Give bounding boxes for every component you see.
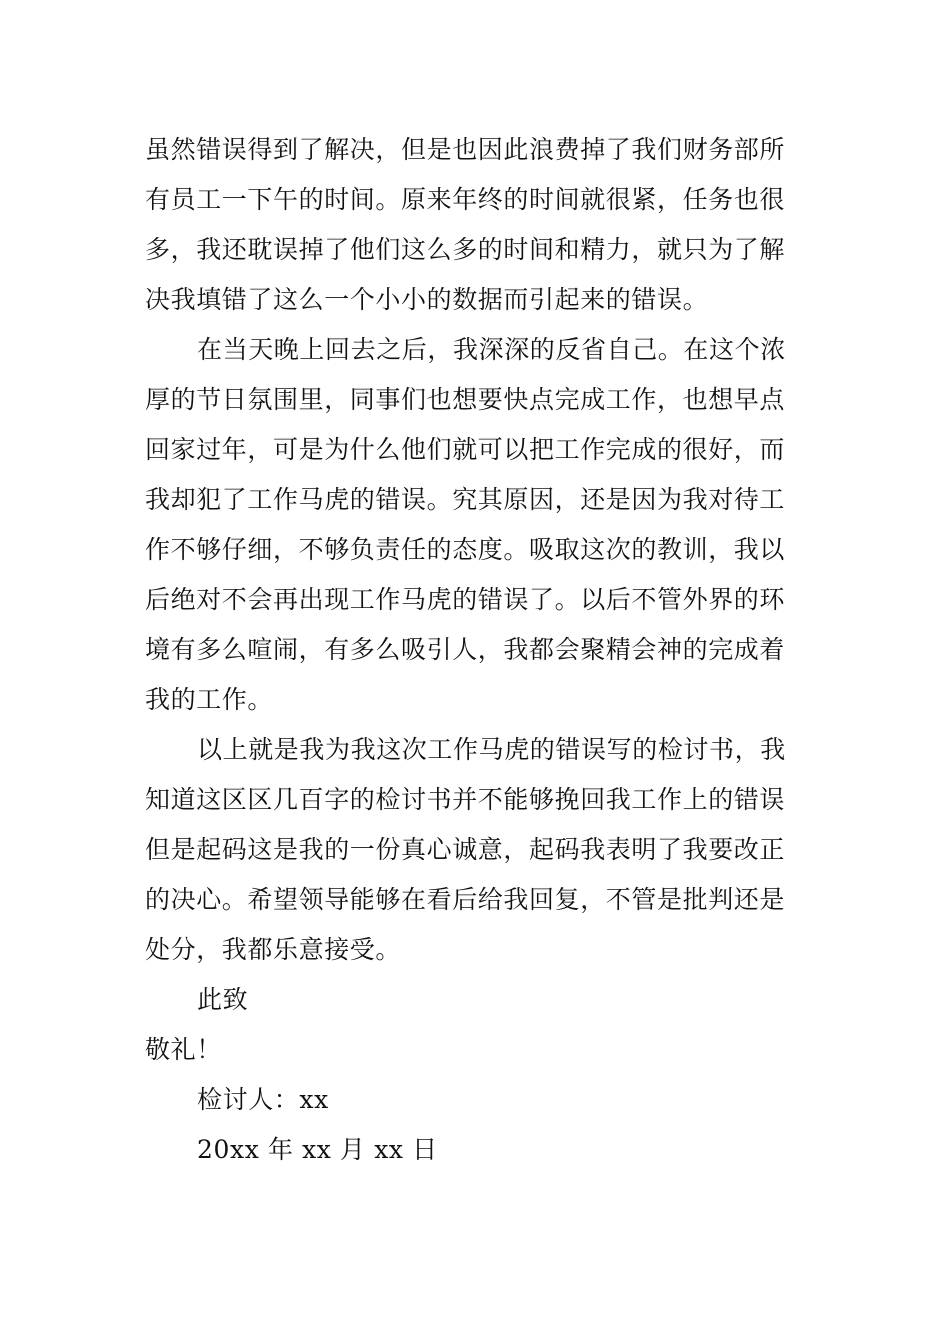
paragraph-line: 境有多么喧闹，有多么吸引人，我都会聚精会神的完成着 (145, 635, 786, 664)
paragraph-line: 我却犯了工作马虎的错误。究其原因，还是因为我对待工 (145, 485, 786, 514)
paragraph-line: 后绝对不会再出现工作马虎的错误了。以后不管外界的环 (145, 585, 786, 614)
closing-text: 此致 (197, 985, 249, 1014)
paragraph-line: 作不够仔细，不够负责任的态度。吸取这次的教训，我以 (145, 535, 786, 564)
paragraph-line: 的决心。希望领导能够在看后给我回复，不管是批判还是 (145, 885, 786, 914)
paragraph-line: 以上就是我为我这次工作马虎的错误写的检讨书，我 (197, 735, 786, 764)
paragraph-line: 处分，我都乐意接受。 (145, 935, 402, 964)
paragraph-line: 厚的节日氛围里，同事们也想要快点完成工作，也想早点 (145, 385, 786, 414)
paragraph-line: 知道这区区几百字的检讨书并不能够挽回我工作上的错误 (145, 785, 786, 814)
paragraph-line: 虽然错误得到了解决，但是也因此浪费掉了我们财务部所 (145, 135, 786, 164)
paragraph-line: 回家过年，可是为什么他们就可以把工作完成的很好，而 (145, 435, 786, 464)
paragraph-line: 多，我还耽误掉了他们这么多的时间和精力，就只为了解 (145, 235, 786, 264)
salute-text: 敬礼！ (145, 1035, 222, 1064)
paragraph-line: 有员工一下午的时间。原来年终的时间就很紧，任务也很 (145, 185, 786, 214)
signature-line: 检讨人：xx (197, 1085, 329, 1114)
paragraph-line: 在当天晚上回去之后，我深深的反省自己。在这个浓 (197, 335, 786, 364)
date-line: 20xx 年 xx 月 xx 日 (197, 1135, 438, 1164)
paragraph-line: 但是起码这是我的一份真心诚意，起码我表明了我要改正 (145, 835, 786, 864)
paragraph-line: 决我填错了这么一个小小的数据而引起来的错误。 (145, 285, 709, 314)
paragraph-line: 我的工作。 (145, 685, 274, 714)
